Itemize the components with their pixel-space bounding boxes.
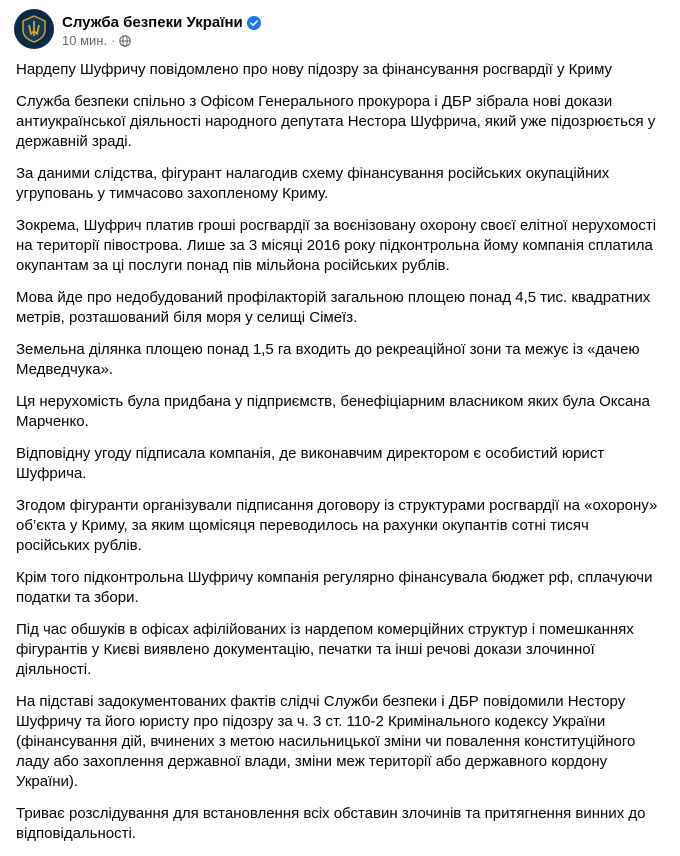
page-avatar[interactable]	[14, 9, 54, 49]
separator-dot: ·	[111, 33, 116, 48]
page-name[interactable]: Служба безпеки України	[62, 14, 243, 31]
post-paragraph: Ця нерухомість була придбана у підприємств, бенефіціарним власником яких була Оксана Марченко.	[16, 393, 650, 430]
sbu-emblem-icon	[19, 14, 49, 44]
post-paragraph: Триває розслідування для встановлення всіх обставин злочинів та притягнення винних до відповідальності.	[16, 805, 646, 842]
post-body	[16, 60, 666, 856]
post-paragraph: Згодом фігуранти організували підписання договору із структурами росгвардії на «охорону» об’єкта у Криму, за яким щомісяця переводилось на рахунки окупантів сотні тисяч російських рублів.	[16, 497, 658, 554]
verified-badge-icon	[247, 16, 261, 30]
post-paragraph: Під час обшуків в офісах афілійованих із нардепом комерційних структур і помешканнях фігурантів у Києві виявлено документацію, печатки та інші речові докази злочинної діяльності.	[16, 621, 634, 678]
globe-icon[interactable]	[119, 35, 131, 47]
post-header	[14, 9, 261, 51]
post-paragraph: Мова йде про недобудований профілакторій загальною площею понад 4,5 тис. квадратних метрів, розташований біля моря у селищі Сімеїз.	[16, 289, 651, 326]
post-paragraph: На підставі задокументованих фактів слідчі Служби безпеки і ДБР повідомили Нестору Шуфричу та його юристу про підозру за ч. 3 ст. 110-2 Кримінального кодексу України (фінансування дій, вчинених з метою насильницької зміни чи повалення конституційного ладу або захоплення державної влади, зміни меж території або державного кордону України).	[16, 693, 636, 790]
post-paragraph: Зокрема, Шуфрич платив гроші росгвардії за воєнізовану охорону своєї елітної нерухомості на території півострова. Лише за 3 місяці 2016 року підконтрольна йому компанія сплатила окупантам за ці послуги понад пів мільйона російських рублів.	[16, 217, 657, 274]
post-paragraph: Земельна ділянка площею понад 1,5 га входить до рекреаційної зони та межує із «дачею Медведчука».	[16, 341, 640, 378]
post-timestamp[interactable]: 10 мин.	[62, 33, 108, 48]
post-paragraph: Крім того підконтрольна Шуфричу компанія регулярно фінансувала бюджет рф, сплачуючи податки та збори.	[16, 569, 653, 606]
post-paragraph: Відповідну угоду підписала компанія, де виконавчим директором є особистий юрист Шуфрича.	[16, 445, 605, 482]
post-meta	[62, 9, 261, 48]
post-subline	[62, 33, 261, 48]
post-paragraph: Нардепу Шуфричу повідомлено про нову підозру за фінансування росгвардії у Криму	[16, 61, 613, 78]
post-paragraph: Служба безпеки спільно з Офісом Генерального прокурора і ДБР зібрала нові докази антиукраїнської діяльності народного депутата Нестора Шуфрича, який уже підозрюється у державній зраді.	[16, 93, 656, 150]
post-paragraph: За даними слідства, фігурант налагодив схему фінансування російських окупаційних угруповань у тимчасово захопленому Криму.	[16, 165, 610, 202]
author-row	[62, 14, 261, 31]
